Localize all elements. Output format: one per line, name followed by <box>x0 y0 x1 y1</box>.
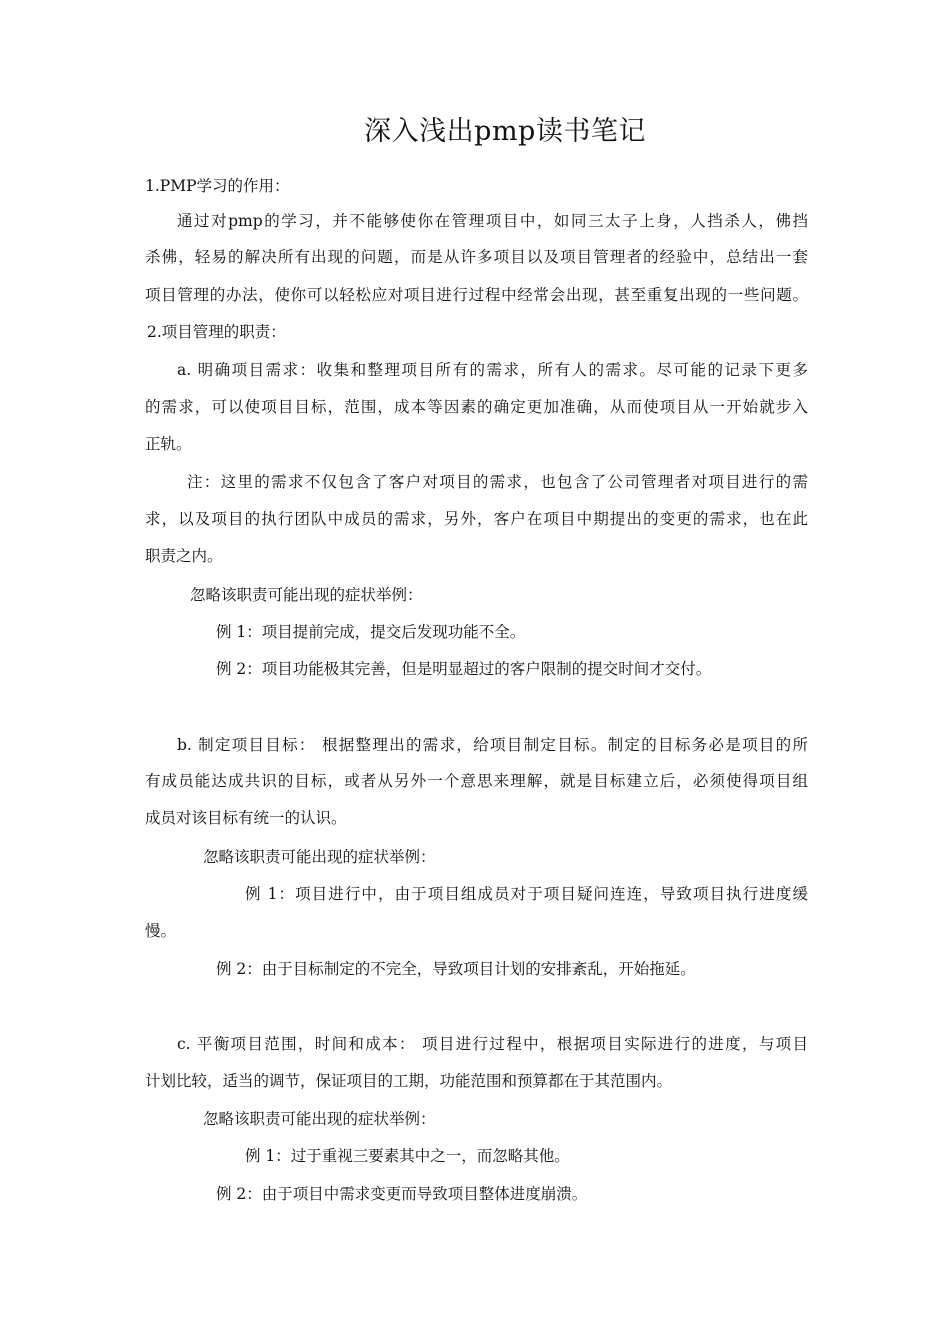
example-line: 例 1：过于重视三要素其中之一，而忽略其他。 <box>245 1147 570 1165</box>
paragraph-line: 杀佛，轻易的解决所有出现的问题，而是从许多项目以及项目管理者的经验中，总结出一套 <box>145 248 808 266</box>
paragraph-line: 计划比较，适当的调节，保证项目的工期，功能范围和预算都在于其范围内。 <box>145 1072 673 1090</box>
section-heading-2: 2.项目管理的职责： <box>147 323 286 341</box>
paragraph-line: 的需求，可以使项目目标，范围，成本等因素的确定更加准确，从而使项目从一开始就步入 <box>145 398 808 416</box>
paragraph-line: a. 明确项目需求：收集和整理项目所有的需求，所有人的需求。尽可能的记录下更多 <box>177 361 808 379</box>
section-heading-1: 1.PMP学习的作用： <box>145 177 290 195</box>
paragraph-line: 有成员能达成共识的目标，或者从另外一个意思来理解，就是目标建立后，必须使得项目组 <box>145 772 808 790</box>
symptom-heading: 忽略该职责可能出现的症状举例： <box>203 848 436 866</box>
paragraph-line: c. 平衡项目范围，时间和成本： 项目进行过程中，根据项目实际进行的进度，与项目 <box>177 1035 808 1053</box>
symptom-heading: 忽略该职责可能出现的症状举例： <box>190 586 423 604</box>
example-line: 例 2：由于项目中需求变更而导致项目整体进度崩溃。 <box>216 1185 588 1203</box>
note-line: 职责之内。 <box>145 547 223 565</box>
example-line: 例 2：由于目标制定的不完全，导致项目计划的安排紊乱，开始拖延。 <box>216 960 696 978</box>
document-title: 深入浅出pmp读书笔记 <box>364 116 646 147</box>
note-line: 求，以及项目的执行团队中成员的需求，另外，客户在项目中期提出的变更的需求，也在此 <box>145 510 808 528</box>
example-line: 慢。 <box>145 922 177 940</box>
example-line: 例 2：项目功能极其完善，但是明显超过的客户限制的提交时间才交付。 <box>216 660 712 678</box>
paragraph-line: b. 制定项目目标： 根据整理出的需求，给项目制定目标。制定的目标务必是项目的所 <box>177 736 808 754</box>
example-line: 例 1：项目提前完成，提交后发现功能不全。 <box>216 623 526 641</box>
paragraph-line: 正轨。 <box>145 435 192 453</box>
paragraph-line: 成员对该目标有统一的认识。 <box>145 809 347 827</box>
symptom-heading: 忽略该职责可能出现的症状举例： <box>203 1110 436 1128</box>
paragraph-line: 通过对pmp的学习，并不能够使你在管理项目中，如同三太子上身，人挡杀人，佛挡 <box>177 212 808 230</box>
paragraph-line: 项目管理的办法，使你可以轻松应对项目进行过程中经常会出现，甚至重复出现的一些问题。 <box>145 286 808 304</box>
note-line: 注：这里的需求不仅包含了客户对项目的需求，也包含了公司管理者对项目进行的需 <box>187 473 808 491</box>
example-line: 例 1：项目进行中，由于项目组成员对于项目疑问连连，导致项目执行进度缓 <box>245 885 808 903</box>
